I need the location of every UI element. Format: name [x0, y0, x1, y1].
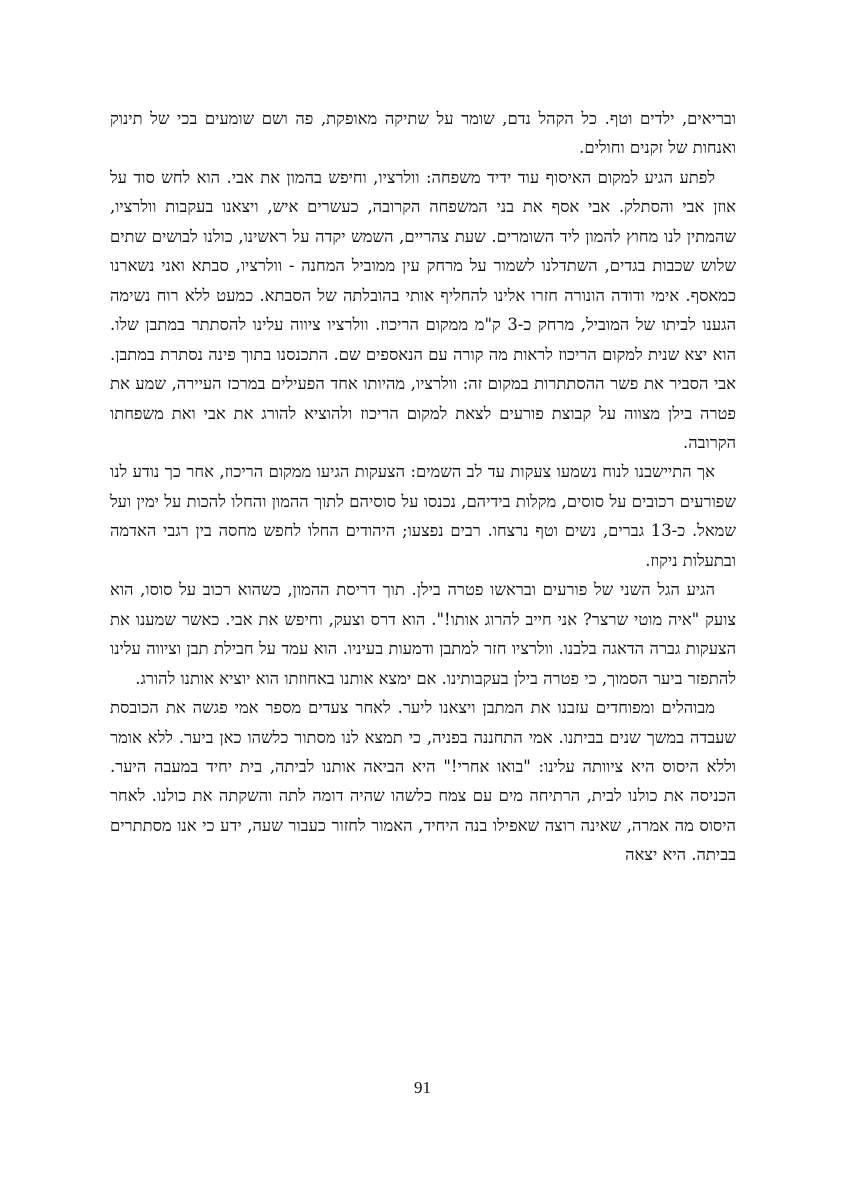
- paragraph-4: הגיע הגל השני של פורעים ובראשו פטרה בילן. תוך דריסת ההמון, כשהוא רכוב על סוסו, הוא צועק "איה מוטי שרצר? אני חייב להרוג אותו!". הוא דרס וצעק, וחיפש את אבי. כאשר שמענו את הצעקות גברה הדאגה בלבנו. וולרציו חזר למתבן ודמעות בעיניו. הוא עמד על חבילת תבן וציווה עלינו להתפזר ביער הסמוך, כי פטרה בילן בעקבותינו. אם ימצא אותנו באחוזתו הוא יוציא אותנו להורג.: [110, 580, 736, 688]
- paragraph-3: אך התיישבנו לנוח נשמעו צעקות עד לב השמים: הצעקות הגיעו ממקום הריכוז, אחר כך נודע לנו שפורעים רכובים על סוסים, מקלות בידיהם, נכנסו על סוסיהם לתוך ההמון והחלו להכות על ימין ועל שמאל. כ-13 גברים, נשים וטף נרצחו. רבים נפצעו; היהודים החלו לחפש מחסה בין רגבי האדמה ובתעלות ניקוז.: [110, 462, 736, 570]
- body-text: [110, 104, 736, 870]
- paragraph-1: ובריאים, ילדים וטף. כל הקהל נדם, שומר על שתיקה מאופקת, פה ושם שומעים בכי של תינוק ואנחות של זקנים וחולים.: [110, 109, 736, 158]
- page-number: 91: [414, 1078, 431, 1097]
- paragraph-5: מבוהלים ומפוחדים עזבנו את המתבן ויצאנו ליער. לאחר צעדים מספר אמי פגשה את הכובסת שעבדה במשך שנים בביתנו. אמי התחננה בפניה, כי תמצא לנו מסתור כלשהו כאן ביער. ללא אומר וללא היסוס היא ציוותה עלינו: "בואו אחרי!" היא הביאה אותנו לביתה, בית יחיד במעבה היער. הכניסה את כולנו לבית, הרתיחה מים עם צמח כלשהו שהיה דומה לתה והשקתה את כולנו. לאחר היסוס מה אמרה, שאינה רוצה שאפילו בנה היחיד, האמור לחזור כעבור שעה, ידע כי אנו מסתתרים בביתה. היא יצאה: [110, 698, 736, 865]
- paragraph-2: לפתע הגיע למקום האיסוף עוד ידיד משפחה: וולרציו, וחיפש בהמון את אבי. הוא לחש סוד על אוזן אבי והסתלק. אבי אסף את בני המשפחה הקרובה, כעשרים איש, ויצאנו בעקבות וולרציו, שהמתין לנו מחוץ להמון ליד השומרים. שעת צהריים, השמש יקדה על ראשינו, כולנו לבושים שתים שלוש שכבות בגדים, השתדלנו לשמור על מרחק עין ממוביל המחנה - וולרציו, סבתא ואני נשארנו כמאסף. אימי ודודה הונורה חזרו אלינו להחליף אותי בהובלתה של הסבתא. כמעט ללא רוח נשימה הגענו לביתו של המוביל, מרחק כ-3 ק"מ ממקום הריכוז. וולרציו ציווה עלינו להסתתר במתבן שלו. הוא יצא שנית למקום הריכוז לראות מה קורה עם הנאספים שם. התכנסנו בתוך פינה נסתרת במתבן. אבי הסביר את פשר ההסתתרות במקום זה: וולרציו, מהיותו אחד הפעילים במרכז העיירה, שמע את פטרה בילן מצווה על קבוצת פורעים לצאת למקום הריכוז ולהוציא להורג את אבי ואת משפחתו הקרובה.: [110, 167, 736, 452]
